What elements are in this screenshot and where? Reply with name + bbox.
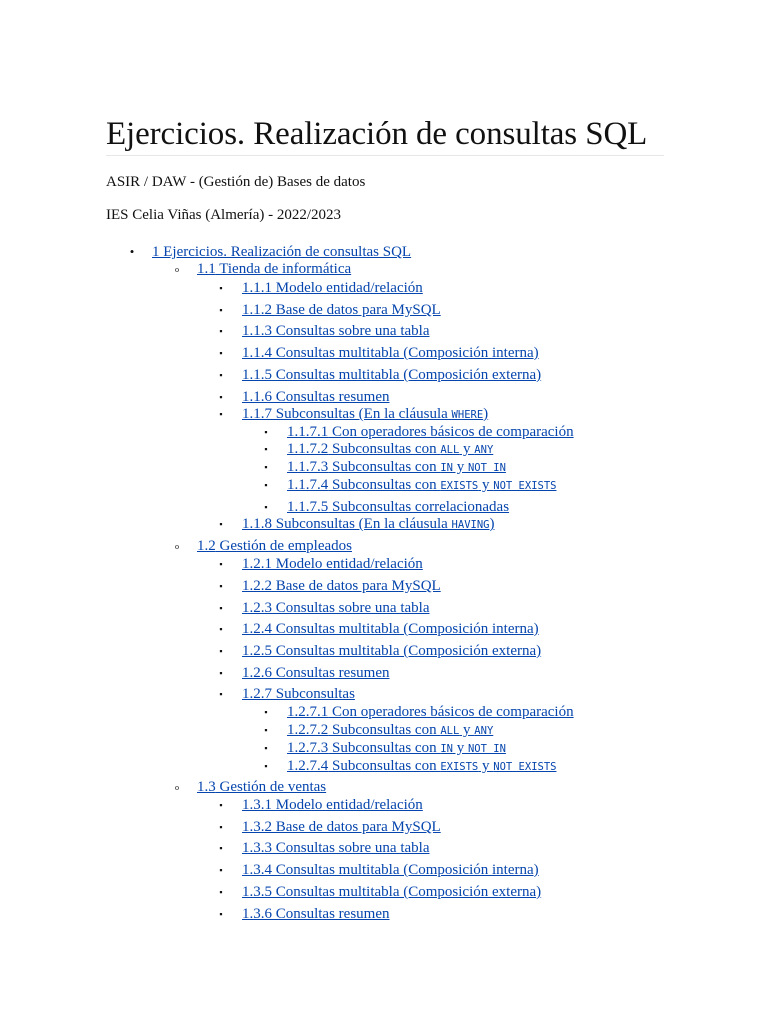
toc-number: 1.3.5 bbox=[242, 884, 272, 900]
toc-number: 1.3.1 bbox=[242, 797, 272, 813]
toc-link[interactable] bbox=[242, 840, 429, 856]
toc-number: 1.1.8 bbox=[242, 516, 272, 532]
toc-item-1-1-6 bbox=[219, 388, 390, 406]
course-subtitle: ASIR / DAW - (Gestión de) Bases de datos bbox=[106, 174, 366, 190]
toc-text: Modelo entidad/relación bbox=[272, 280, 423, 296]
toc-item-1-1-7 bbox=[219, 405, 489, 424]
sql-keyword: ANY bbox=[474, 444, 494, 456]
toc-link[interactable] bbox=[287, 740, 506, 756]
toc-item-1-1-7-1 bbox=[264, 423, 574, 441]
toc-text: y bbox=[478, 758, 494, 774]
toc-text: ) bbox=[489, 516, 495, 532]
toc-link[interactable] bbox=[242, 906, 390, 922]
toc-number: 1.3.4 bbox=[242, 862, 272, 878]
toc-number: 1.1.7 bbox=[242, 406, 272, 422]
toc-text: Subconsultas (En la cláusula bbox=[272, 516, 452, 532]
list-bullet-icon: ▪ bbox=[219, 559, 223, 569]
toc-text: Subconsultas con bbox=[328, 441, 441, 457]
toc-number: 1.1.7.1 bbox=[287, 424, 329, 440]
toc-text: Subconsultas con bbox=[328, 758, 441, 774]
toc-number: 1.3 bbox=[197, 779, 216, 795]
list-bullet-icon: ▪ bbox=[264, 462, 268, 472]
toc-item-1-2-1 bbox=[219, 555, 423, 573]
toc-link[interactable] bbox=[242, 665, 390, 681]
toc-text: Consultas multitabla (Composición externa) bbox=[272, 367, 542, 383]
toc-text: y bbox=[459, 441, 475, 457]
list-bullet-icon: ▪ bbox=[264, 761, 268, 771]
list-bullet-icon: o bbox=[175, 783, 179, 792]
toc-item-1-1-3 bbox=[219, 322, 430, 340]
toc-item-1-1-5 bbox=[219, 366, 542, 384]
toc-item-1-2-2 bbox=[219, 577, 441, 595]
list-bullet-icon: o bbox=[175, 542, 179, 551]
toc-number: 1.2.3 bbox=[242, 600, 272, 616]
toc-link[interactable] bbox=[242, 578, 441, 594]
toc-link[interactable] bbox=[287, 477, 556, 493]
toc-item-1-1-2 bbox=[219, 301, 441, 319]
toc-text: Consultas sobre una tabla bbox=[272, 323, 430, 339]
sql-keyword: WHERE bbox=[451, 409, 484, 421]
toc-link[interactable] bbox=[242, 280, 423, 296]
toc-item-1-3-1 bbox=[219, 796, 423, 814]
toc-text: Consultas resumen bbox=[272, 906, 390, 922]
sql-keyword: EXISTS bbox=[440, 761, 479, 773]
list-bullet-icon: ▪ bbox=[219, 646, 223, 656]
toc-link[interactable] bbox=[287, 441, 493, 457]
toc-link[interactable] bbox=[242, 323, 429, 339]
list-bullet-icon: ▪ bbox=[219, 603, 223, 613]
list-bullet-icon: ▪ bbox=[219, 326, 223, 336]
toc-text: Con operadores básicos de comparación bbox=[328, 704, 574, 720]
list-bullet-icon: ▪ bbox=[219, 519, 223, 529]
sql-keyword: NOT IN bbox=[467, 743, 506, 755]
toc-link[interactable] bbox=[197, 261, 351, 277]
toc-text: Gestión de ventas bbox=[215, 779, 327, 795]
toc-link[interactable] bbox=[242, 406, 488, 422]
toc-number: 1.1.2 bbox=[242, 302, 272, 318]
toc-text: Subconsultas (En la cláusula bbox=[272, 406, 452, 422]
list-bullet-icon: ▪ bbox=[219, 624, 223, 634]
toc-number: 1.2.7 bbox=[242, 686, 272, 702]
toc-item-1-1-8 bbox=[219, 515, 495, 534]
list-bullet-icon: ▪ bbox=[264, 427, 268, 437]
toc-link[interactable] bbox=[242, 621, 539, 637]
toc-link[interactable] bbox=[242, 643, 541, 659]
institution-line: IES Celia Viñas (Almería) - 2022/2023 bbox=[106, 207, 342, 223]
sql-keyword: NOT EXISTS bbox=[493, 480, 557, 492]
toc-link[interactable] bbox=[242, 302, 441, 318]
toc-link[interactable] bbox=[242, 600, 429, 616]
title-divider bbox=[106, 155, 664, 156]
toc-text: Consultas multitabla (Composición interna) bbox=[272, 621, 539, 637]
toc-text: Tienda de informática bbox=[215, 261, 352, 277]
sql-keyword: EXISTS bbox=[440, 480, 479, 492]
toc-text: Base de datos para MySQL bbox=[272, 302, 441, 318]
list-bullet-icon: ▪ bbox=[219, 581, 223, 591]
toc-link[interactable] bbox=[287, 722, 493, 738]
toc-text: Consultas multitabla (Composición interna) bbox=[272, 862, 539, 878]
toc-number: 1.2.4 bbox=[242, 621, 272, 637]
list-bullet-icon: ▪ bbox=[264, 444, 268, 454]
toc-text: Consultas resumen bbox=[272, 665, 390, 681]
toc-item-1-3 bbox=[175, 778, 327, 796]
list-bullet-icon: ▪ bbox=[219, 370, 223, 380]
toc-link[interactable] bbox=[287, 499, 509, 515]
toc-text: Modelo entidad/relación bbox=[272, 797, 423, 813]
toc-link[interactable] bbox=[287, 459, 506, 475]
list-bullet-icon: ▪ bbox=[264, 707, 268, 717]
toc-number: 1.1.1 bbox=[242, 280, 272, 296]
toc-text: Modelo entidad/relación bbox=[272, 556, 423, 572]
toc-number: 1.1.7.3 bbox=[287, 459, 329, 475]
toc-text: Consultas sobre una tabla bbox=[272, 840, 430, 856]
toc-link[interactable] bbox=[152, 244, 411, 260]
toc-link[interactable] bbox=[242, 389, 390, 405]
toc-text: Ejercicios. Realización de consultas SQL bbox=[159, 244, 412, 260]
list-bullet-icon: ▪ bbox=[219, 668, 223, 678]
list-bullet-icon: ▪ bbox=[264, 480, 268, 490]
toc-item-1-1-7-5 bbox=[264, 498, 510, 516]
toc-item-1-2-6 bbox=[219, 664, 390, 682]
toc-number: 1.2.7.2 bbox=[287, 722, 329, 738]
toc-item-1-2-5 bbox=[219, 642, 542, 660]
list-bullet-icon: ▪ bbox=[264, 743, 268, 753]
toc-number: 1.2.5 bbox=[242, 643, 272, 659]
list-bullet-icon: ▪ bbox=[219, 909, 223, 919]
toc-number: 1.1.3 bbox=[242, 323, 272, 339]
toc-item-1-2-3 bbox=[219, 599, 430, 617]
toc-text: Subconsultas con bbox=[328, 459, 441, 475]
toc-number: 1.1 bbox=[197, 261, 216, 277]
toc-link[interactable] bbox=[242, 516, 494, 532]
list-bullet-icon: ▪ bbox=[219, 865, 223, 875]
list-bullet-icon: ▪ bbox=[219, 348, 223, 358]
toc-text: Base de datos para MySQL bbox=[272, 819, 441, 835]
list-bullet-icon: ▪ bbox=[219, 887, 223, 897]
toc-text: y bbox=[478, 477, 494, 493]
toc-link[interactable] bbox=[242, 686, 355, 702]
toc-number: 1.1.6 bbox=[242, 389, 272, 405]
toc-text: y bbox=[459, 722, 475, 738]
list-bullet-icon: ▪ bbox=[219, 800, 223, 810]
toc-number: 1.1.7.5 bbox=[287, 499, 329, 515]
toc-link[interactable] bbox=[242, 345, 539, 361]
toc-item-1-2-7-1 bbox=[264, 703, 574, 721]
toc-item-1-3-5 bbox=[219, 883, 542, 901]
toc-text: ) bbox=[483, 406, 489, 422]
toc-link[interactable] bbox=[242, 884, 541, 900]
list-bullet-icon: ▪ bbox=[219, 392, 223, 402]
sql-keyword: HAVING bbox=[451, 519, 490, 531]
toc-text: y bbox=[452, 740, 468, 756]
toc-text: Subconsultas bbox=[272, 686, 355, 702]
toc-number: 1.1.7.4 bbox=[287, 477, 329, 493]
toc-item-1-1-7-3 bbox=[264, 458, 506, 477]
toc-link[interactable] bbox=[287, 704, 574, 720]
toc-text: Consultas multitabla (Composición interna) bbox=[272, 345, 539, 361]
toc-text: Subconsultas correlacionadas bbox=[328, 499, 510, 515]
toc-number: 1.2.2 bbox=[242, 578, 272, 594]
toc-number: 1 bbox=[152, 244, 160, 260]
sql-keyword: ALL bbox=[440, 444, 460, 456]
sql-keyword: IN bbox=[440, 462, 453, 474]
toc-item-1-3-4 bbox=[219, 861, 539, 879]
toc-item-1-3-6 bbox=[219, 905, 390, 923]
toc-text: Consultas sobre una tabla bbox=[272, 600, 430, 616]
toc-link[interactable] bbox=[197, 779, 326, 795]
toc-item-1-1-7-2 bbox=[264, 440, 494, 459]
list-bullet-icon: ▪ bbox=[264, 502, 268, 512]
toc-text: Consultas multitabla (Composición externa) bbox=[272, 643, 542, 659]
toc-item-1-1-4 bbox=[219, 344, 539, 362]
toc-text: y bbox=[452, 459, 468, 475]
toc-number: 1.2.7.1 bbox=[287, 704, 329, 720]
toc-text: Con operadores básicos de comparación bbox=[328, 424, 574, 440]
toc-item-1-3-2 bbox=[219, 818, 441, 836]
toc-link[interactable] bbox=[197, 538, 352, 554]
toc-item-1-2 bbox=[175, 537, 352, 555]
list-bullet-icon: o bbox=[175, 265, 179, 274]
list-bullet-icon: ▪ bbox=[219, 283, 223, 293]
toc-link[interactable] bbox=[287, 424, 574, 440]
toc-item-1-3-3 bbox=[219, 839, 430, 857]
toc-text: Subconsultas con bbox=[328, 477, 441, 493]
toc-link[interactable] bbox=[242, 556, 423, 572]
toc-link[interactable] bbox=[242, 862, 539, 878]
page-title: Ejercicios. Realización de consultas SQL bbox=[106, 116, 648, 152]
toc-number: 1.2.7.3 bbox=[287, 740, 329, 756]
toc-link[interactable] bbox=[287, 758, 556, 774]
list-bullet-icon: ▪ bbox=[219, 409, 223, 419]
sql-keyword: NOT EXISTS bbox=[493, 761, 557, 773]
toc-number: 1.1.4 bbox=[242, 345, 272, 361]
list-bullet-icon: ▪ bbox=[264, 725, 268, 735]
toc-text: Subconsultas con bbox=[328, 740, 441, 756]
toc-number: 1.3.6 bbox=[242, 906, 272, 922]
sql-keyword: NOT IN bbox=[467, 462, 506, 474]
toc-number: 1.2.1 bbox=[242, 556, 272, 572]
list-bullet-icon: ▪ bbox=[219, 843, 223, 853]
toc-text: Consultas multitabla (Composición externa) bbox=[272, 884, 542, 900]
toc-text: Gestión de empleados bbox=[215, 538, 352, 554]
toc-number: 1.3.3 bbox=[242, 840, 272, 856]
toc-item-1-1 bbox=[175, 260, 352, 278]
toc-item-1-2-7-4 bbox=[264, 757, 557, 776]
toc-text: Base de datos para MySQL bbox=[272, 578, 441, 594]
toc-item-1-1-1 bbox=[219, 279, 423, 297]
toc-link[interactable] bbox=[242, 797, 423, 813]
toc-item-1-2-7 bbox=[219, 685, 355, 703]
toc-number: 1.1.5 bbox=[242, 367, 272, 383]
toc-item-1-2-4 bbox=[219, 620, 539, 638]
toc-item-1 bbox=[129, 243, 412, 261]
toc-number: 1.2.6 bbox=[242, 665, 272, 681]
toc-number: 1.1.7.2 bbox=[287, 441, 329, 457]
toc-text: Consultas resumen bbox=[272, 389, 390, 405]
list-bullet-icon: ▪ bbox=[219, 305, 223, 315]
list-bullet-icon: ▪ bbox=[219, 689, 223, 699]
toc-number: 1.2.7.4 bbox=[287, 758, 329, 774]
toc-item-1-1-7-4 bbox=[264, 476, 557, 495]
toc-item-1-2-7-3 bbox=[264, 739, 506, 758]
sql-keyword: IN bbox=[440, 743, 453, 755]
list-bullet-icon: ▪ bbox=[219, 822, 223, 832]
toc-number: 1.3.2 bbox=[242, 819, 272, 835]
list-bullet-icon: • bbox=[129, 244, 135, 259]
toc-item-1-2-7-2 bbox=[264, 721, 494, 740]
sql-keyword: ALL bbox=[440, 725, 460, 737]
sql-keyword: ANY bbox=[474, 725, 494, 737]
toc-link[interactable] bbox=[242, 819, 441, 835]
toc-text: Subconsultas con bbox=[328, 722, 441, 738]
toc-number: 1.2 bbox=[197, 538, 216, 554]
toc-link[interactable] bbox=[242, 367, 541, 383]
